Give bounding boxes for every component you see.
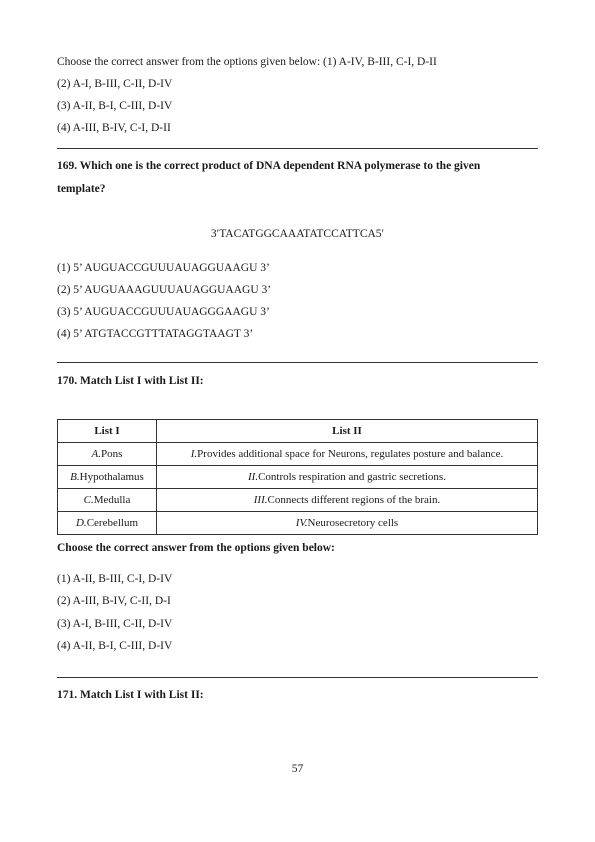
prev-answer-instruction: Choose the correct answer from the options given below: (1) A-IV, B-III, C-I, D-II [57,56,437,68]
divider [57,362,538,363]
question-170-option-2: (2) A-III, B-IV, C-II, D-I [57,595,171,607]
table-row [58,443,538,466]
list-1-cell [58,443,157,466]
question-169-title-cont: template? [57,183,106,195]
question-170-option-4: (4) A-II, B-I, C-III, D-IV [57,640,173,652]
prev-option-2: (2) A-I, B-III, C-II, D-IV [57,78,173,90]
match-table [57,419,538,535]
list-2-cell [157,443,538,466]
table-header-row [58,420,538,443]
list-1-header: List I [58,420,157,443]
question-169-title: 169. Which one is the correct product of DNA dependent RNA polymerase to the given [57,160,481,172]
question-170-option-3: (3) A-I, B-III, C-II, D-IV [57,618,173,630]
list-2-key: III. [253,494,268,506]
list-1-value: Pons [101,448,123,460]
question-170-instruction: Choose the correct answer from the options given below: [57,542,335,554]
list-1-value: Medulla [93,494,131,506]
list-2-cell [157,512,538,535]
question-169-option-2: (2) 5’ AUGUAAAGUUUAUAGGUAAGU 3’ [57,284,272,296]
prev-option-4: (4) A-III, B-IV, C-I, D-II [57,122,171,134]
list-2-value: Provides additional space for Neurons, regulates posture and balance. [197,448,504,460]
list-1-key: C. [83,494,94,506]
list-1-cell [58,489,157,512]
table-row [58,489,538,512]
list-2-cell [157,466,538,489]
list-1-key: A. [91,448,102,460]
page-number: 57 [291,763,304,775]
question-171-title: 171. Match List I with List II: [57,689,204,701]
question-169-option-4: (4) 5’ ATGTACCGTTTATAGGTAAGT 3’ [57,328,254,340]
list-2-key: I. [190,448,198,460]
list-1-value: Hypothalamus [79,471,144,483]
question-170-title: 170. Match List I with List II: [57,375,204,387]
table-row [58,466,538,489]
question-170-option-1: (1) A-II, B-III, C-I, D-IV [57,573,173,585]
list-1-cell [58,512,157,535]
prev-option-3: (3) A-II, B-I, C-III, D-IV [57,100,173,112]
divider [57,677,538,678]
question-169-option-3: (3) 5’ AUGUACCGUUUAUAGGGAAGU 3’ [57,306,270,318]
list-2-key: IV. [295,517,308,529]
table-row [58,512,538,535]
list-2-value: Connects different regions of the brain. [267,494,441,506]
list-1-value: Cerebellum [86,517,139,529]
list-2-cell [157,489,538,512]
dna-template-sequence: 3′TACATGGCAAATATCCATTCA5′ [210,228,385,240]
list-1-key: D. [75,517,87,529]
list-1-key: B. [70,471,80,483]
list-2-value: Neurosecretory cells [307,517,399,529]
list-2-header: List II [157,420,538,443]
list-2-value: Controls respiration and gastric secretions. [258,471,446,483]
divider [57,148,538,149]
list-2-key: II. [248,471,259,483]
list-1-cell [58,466,157,489]
question-169-option-1: (1) 5’ AUGUACCGUUUAUAGGUAAGU 3’ [57,262,270,274]
